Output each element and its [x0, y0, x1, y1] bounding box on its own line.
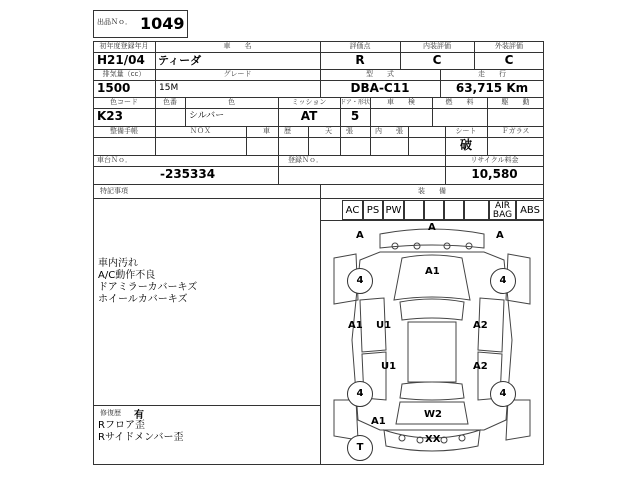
notes-label: 特記事項: [100, 187, 128, 195]
damage-rear-left: A1: [371, 416, 386, 427]
drive-label: 駆 動: [501, 98, 530, 106]
fuel-label: 燃 料: [445, 98, 474, 106]
repair-value: 有: [134, 410, 144, 421]
displacement-value: 1500: [97, 81, 131, 95]
equip-abs: ABS: [516, 200, 544, 220]
damage-front-left: A: [356, 230, 364, 241]
note-item: A/C動作不良: [98, 270, 156, 281]
displacement-label: 排気量（cc）: [102, 70, 146, 78]
color-value: シルバー: [189, 111, 225, 121]
note-item: ドアミラーカバーキズ: [98, 282, 198, 293]
damage-trunk: W2: [424, 409, 442, 420]
model-value: DBA-C11: [350, 81, 410, 95]
chassis-value: -235334: [160, 167, 216, 181]
color-code-value: K23: [97, 109, 123, 123]
grade-value: 15M: [159, 83, 179, 93]
equip-ac: AC: [342, 200, 363, 220]
damage-front-center: A: [428, 222, 436, 233]
history-label: 車 歴: [263, 127, 291, 135]
damage-right-a: A2: [473, 320, 488, 331]
color-no-label: 色番: [163, 98, 177, 106]
equip-slot-7: [464, 200, 489, 220]
ceiling-label: 天 張: [325, 127, 353, 135]
car-diagram: [320, 220, 544, 465]
car-name-label: 車 名: [223, 42, 252, 50]
note-item: 車内汚れ: [98, 258, 138, 269]
seat-value: 破: [459, 138, 472, 152]
repair-label: 修復歴: [100, 409, 121, 417]
maintenance-label: 整備手帳: [110, 127, 138, 135]
exterior-value: C: [504, 53, 514, 67]
first-reg-value: H21/04: [97, 53, 145, 67]
tire-front-right: 4: [490, 268, 516, 294]
reg-no-label: 登録Ｎｏ．: [288, 156, 323, 164]
repair-notes: [98, 420, 183, 444]
exterior-label: 外装評価: [495, 42, 523, 50]
car-name-value: ティーダ: [158, 54, 202, 67]
interior-label: 内装評価: [423, 42, 451, 50]
lot-number: 1049: [140, 14, 185, 33]
equip-slot-5: [424, 200, 444, 220]
spare-tire: T: [347, 435, 373, 461]
upholstery-label: 内 張: [375, 127, 403, 135]
grade-label: グレード: [223, 70, 252, 78]
lot-box: [93, 10, 188, 38]
recycle-label: リサイクル料金: [470, 156, 519, 164]
tire-rear-left: 4: [347, 381, 373, 407]
mileage-label: 走 行: [478, 70, 506, 78]
mission-value: AT: [300, 109, 318, 123]
repair-note-item: Rフロア歪: [98, 420, 145, 431]
damage-right-a2: A2: [473, 361, 488, 372]
mileage-value: 63,715 Km: [455, 81, 529, 95]
interior-value: C: [432, 53, 442, 67]
lot-label: 出品Ｎｏ．: [97, 18, 132, 26]
note-item: ホイールカバーキズ: [98, 294, 188, 305]
equip-airbag: AIR BAG: [489, 200, 516, 220]
equip-slot-6: [444, 200, 464, 220]
recycle-value: 10,580: [471, 167, 518, 181]
equip-pw: PW: [383, 200, 404, 220]
notes-list: [98, 258, 197, 306]
model-label: 型 式: [366, 70, 394, 78]
equipment-label: 装 備: [418, 187, 446, 195]
first-reg-label: 初年度登録年月: [99, 42, 149, 50]
mission-label: ミッション: [291, 98, 327, 106]
tire-front-left: 4: [347, 268, 373, 294]
damage-rear: XX: [425, 434, 441, 445]
seat-label: シート: [455, 127, 477, 135]
inspection-label: 車 検: [387, 98, 415, 106]
glass-label: Ｆガラス: [501, 127, 530, 135]
score-value: R: [355, 53, 365, 67]
score-label: 評価点: [349, 42, 371, 50]
doors-label: ドア・形状: [340, 99, 370, 106]
damage-left-a: A1: [348, 320, 363, 331]
doors-value: 5: [350, 109, 360, 123]
damage-left-u2: U1: [381, 361, 397, 372]
tire-rear-right: 4: [490, 381, 516, 407]
equip-ps: PS: [363, 200, 383, 220]
damage-hood: A1: [425, 266, 440, 277]
chassis-label: 車台Ｎｏ．: [97, 156, 132, 164]
damage-front-right: A: [496, 230, 504, 241]
equip-slot-4: [404, 200, 424, 220]
damage-left-u: U1: [376, 320, 392, 331]
repair-note-item: Rサイドメンバー歪: [98, 432, 184, 443]
color-label: 色: [228, 98, 235, 106]
nox-label: ＮＯＸ: [190, 127, 211, 135]
color-code-label: 色コード: [110, 98, 138, 106]
